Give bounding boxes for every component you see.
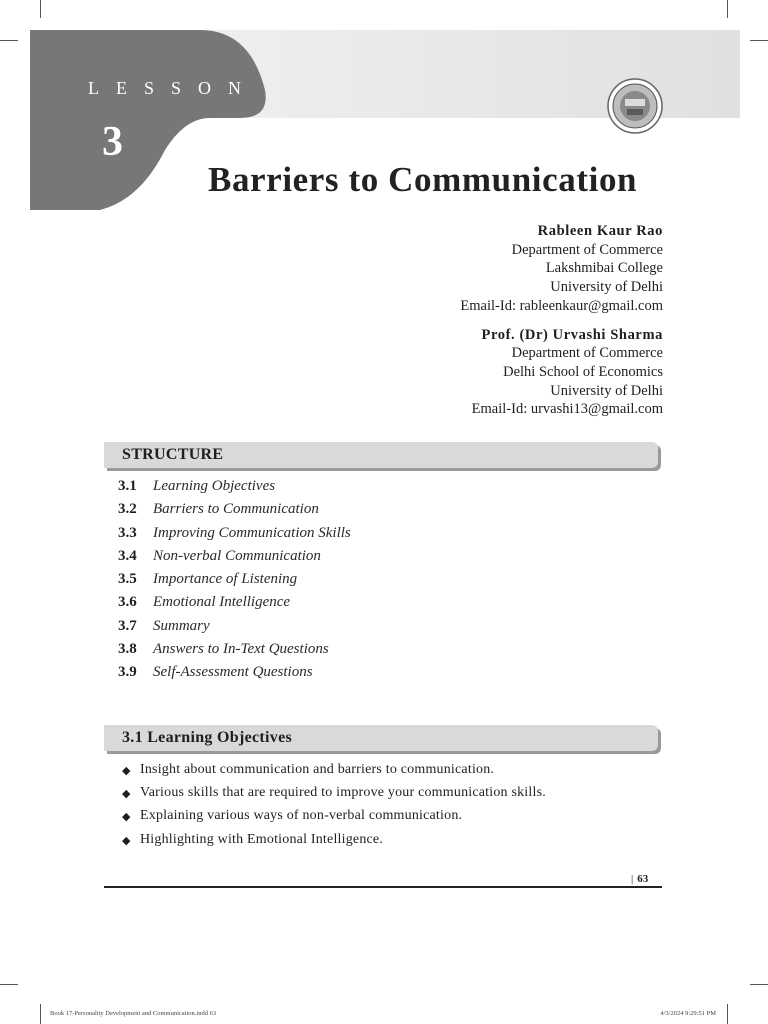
structure-item-label: Improving Communication Skills [153, 524, 351, 541]
structure-list [118, 478, 351, 688]
objective-text: Highlighting with Emotional Intelligence. [140, 831, 384, 847]
crop-mark [40, 1004, 41, 1024]
structure-item-label: Answers to In-Text Questions [153, 641, 329, 658]
author-block [460, 222, 663, 419]
author-affiliation: Delhi School of Economics [503, 363, 663, 380]
author-affiliation: University of Delhi [550, 382, 663, 399]
structure-item [118, 594, 351, 617]
structure-item-number: 3.8 [118, 641, 137, 658]
structure-item-number: 3.9 [118, 664, 137, 681]
structure-item [118, 618, 351, 641]
author-name: Rableen Kaur Rao [537, 223, 663, 239]
structure-item-label: Self-Assessment Questions [153, 664, 313, 681]
crop-mark [750, 984, 768, 985]
objective-item [122, 808, 546, 831]
structure-item [118, 548, 351, 571]
objectives-heading-bar [104, 725, 658, 751]
objective-text: Explaining various ways of non-verbal communication. [140, 808, 463, 824]
page-rule [104, 886, 662, 888]
structure-item-number: 3.5 [118, 571, 137, 588]
page-number-value: 63 [637, 873, 649, 885]
print-slug-right: 4/3/2024 9:29:51 PM [660, 1010, 716, 1017]
structure-item [118, 478, 351, 501]
structure-item-number: 3.6 [118, 594, 137, 611]
crop-mark [0, 984, 18, 985]
author-affiliation: University of Delhi [550, 279, 663, 296]
diamond-bullet-icon: ◆ [122, 811, 131, 824]
lesson-title: Barriers to Communication [208, 160, 638, 199]
page-number: | 63 [631, 873, 649, 885]
structure-heading: STRUCTURE [122, 446, 224, 463]
objective-item [122, 762, 546, 785]
structure-heading-bar [104, 442, 658, 468]
structure-item [118, 571, 351, 594]
print-slug-left: Book 17-Personality Development and Communication.indd 63 [50, 1010, 217, 1017]
objective-item [122, 832, 546, 855]
objectives-list [122, 762, 546, 855]
university-seal-icon [608, 79, 662, 133]
structure-item [118, 501, 351, 524]
objective-item [122, 785, 546, 808]
structure-item-label: Importance of Listening [153, 571, 298, 588]
structure-item-number: 3.4 [118, 547, 137, 564]
structure-item-label: Learning Objectives [153, 478, 276, 494]
structure-item-number: 3.3 [118, 524, 137, 541]
diamond-bullet-icon: ◆ [122, 834, 131, 847]
structure-item-number: 3.1 [118, 478, 137, 494]
structure-item-label: Emotional Intelligence [153, 594, 291, 611]
author-email: Email-Id: rableenkaur@gmail.com [460, 297, 663, 314]
structure-item-label: Summary [153, 617, 210, 634]
lesson-number: 3 [102, 119, 123, 165]
author-email: Email-Id: urvashi13@gmail.com [471, 401, 663, 418]
author-affiliation: Department of Commerce [511, 241, 663, 258]
structure-item [118, 664, 351, 687]
diamond-bullet-icon: ◆ [122, 788, 131, 801]
lesson-label: LESSON [88, 78, 259, 98]
structure-item-number: 3.7 [118, 617, 137, 634]
objectives-heading: 3.1 Learning Objectives [122, 729, 292, 746]
structure-item [118, 641, 351, 664]
crop-mark [727, 1004, 728, 1024]
structure-item-label: Barriers to Communication [153, 501, 319, 518]
author-affiliation: Lakshmibai College [545, 260, 663, 277]
structure-item-label: Non-verbal Communication [153, 547, 321, 564]
structure-item [118, 525, 351, 548]
objective-text: Insight about communication and barriers to communication. [140, 762, 495, 777]
author-name: Prof. (Dr) Urvashi Sharma [481, 326, 663, 343]
objective-text: Various skills that are required to improve your communication skills. [140, 785, 546, 801]
diamond-bullet-icon: ◆ [122, 765, 131, 777]
author-affiliation: Department of Commerce [511, 345, 663, 362]
structure-item-number: 3.2 [118, 501, 137, 518]
